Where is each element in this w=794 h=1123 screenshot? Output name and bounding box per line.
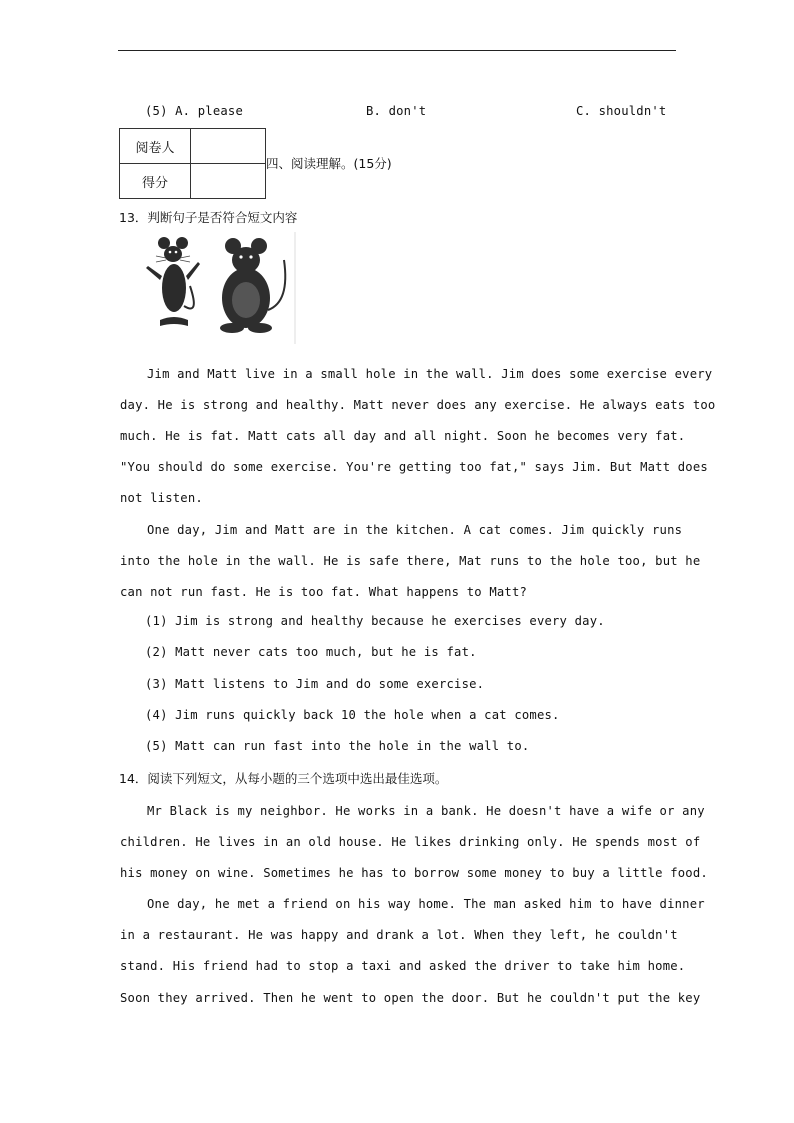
- header-rule: [118, 50, 676, 51]
- passage-line: day. He is strong and healthy. Matt never does any exercise. He always eats too: [120, 398, 716, 412]
- two-mice-illustration-icon: [140, 232, 296, 344]
- passage-line: in a restaurant. He was happy and drank a lot. When they left, he couldn't: [120, 928, 678, 942]
- passage-line: into the hole in the wall. He is safe there, Mat runs to the hole too, but he: [120, 554, 701, 568]
- statement-item: (2) Matt never cats too much, but he is fat.: [145, 645, 477, 659]
- question-13-prompt: 13．判断句子是否符合短文内容: [119, 210, 298, 225]
- passage-line: can not run fast. He is too fat. What happens to Matt?: [120, 585, 528, 599]
- statement-item: (1) Jim is strong and healthy because he exercises every day.: [145, 614, 605, 628]
- reviewer-value: [191, 129, 266, 164]
- passage-line: his money on wine. Sometimes he has to borrow some money to buy a little food.: [120, 866, 708, 880]
- score-value: [191, 164, 266, 199]
- section-heading: 四、阅读理解。(15分): [266, 156, 392, 171]
- passage-line: not listen.: [120, 491, 203, 505]
- option-b: B. don't: [366, 104, 427, 118]
- reviewer-label: 阅卷人: [120, 129, 191, 164]
- passage-line: much. He is fat. Matt cats all day and all night. Soon he becomes very fat.: [120, 429, 686, 443]
- statement-item: (3) Matt listens to Jim and do some exercise.: [145, 677, 485, 691]
- passage-line: children. He lives in an old house. He likes drinking only. He spends most of: [120, 835, 701, 849]
- question-14-prompt: 14．阅读下列短文，从每小题的三个选项中选出最佳选项。: [119, 771, 448, 786]
- score-label: 得分: [120, 164, 191, 199]
- passage-line: Soon they arrived. Then he went to open the door. But he couldn't put the key: [120, 991, 701, 1005]
- passage-line: Mr Black is my neighbor. He works in a bank. He doesn't have a wife or any: [147, 804, 705, 818]
- passage-line: One day, Jim and Matt are in the kitchen. A cat comes. Jim quickly runs: [147, 523, 683, 537]
- statement-item: (4) Jim runs quickly back 10 the hole when a cat comes.: [145, 708, 560, 722]
- passage-line: Jim and Matt live in a small hole in the wall. Jim does some exercise every: [147, 367, 713, 381]
- option-a: (5) A. please: [145, 104, 243, 118]
- score-box: [119, 128, 266, 199]
- passage-line: stand. His friend had to stop a taxi and asked the driver to take him home.: [120, 959, 686, 973]
- passage-line: "You should do some exercise. You're getting too fat," says Jim. But Matt does: [120, 460, 708, 474]
- passage-line: One day, he met a friend on his way home. The man asked him to have dinner: [147, 897, 705, 911]
- statement-item: (5) Matt can run fast into the hole in the wall to.: [145, 739, 530, 753]
- option-c: C. shouldn't: [576, 104, 667, 118]
